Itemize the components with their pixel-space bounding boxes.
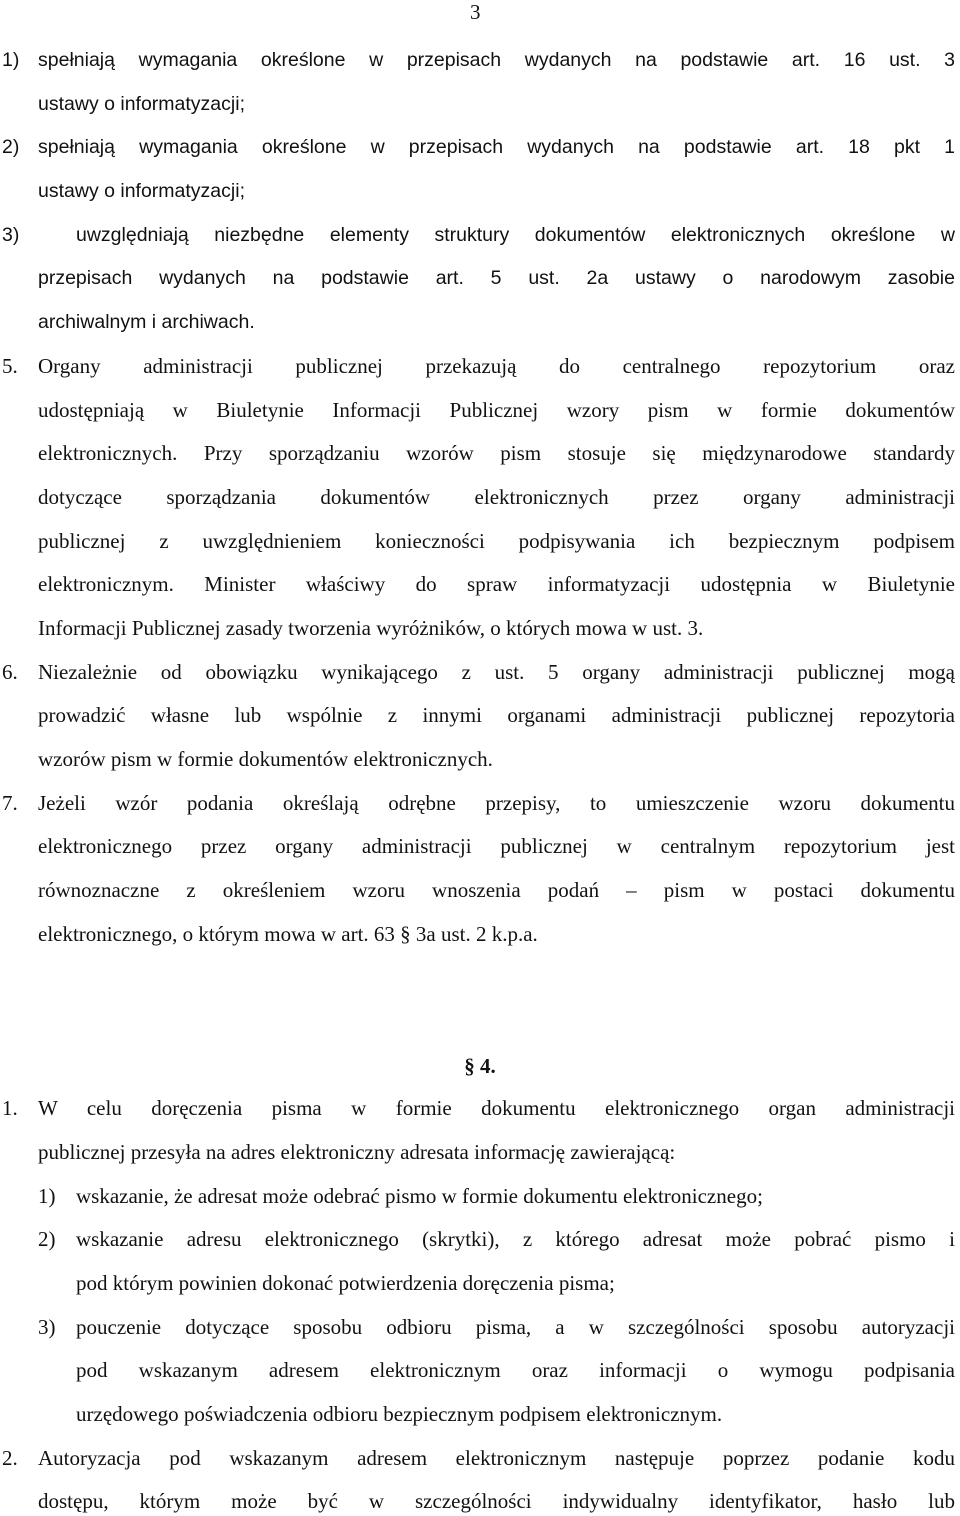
text-line: wzorów pism w formie dokumentów elektronicznych. [38, 747, 493, 771]
text-line: publicznej przesyła na adres elektroniczny adresata informację zawierającą: [38, 1140, 676, 1164]
list-number: 2) [2, 136, 20, 158]
text-line: elektronicznym. Minister właściwy do spraw informatyzacji udostępnia w Biuletynie [38, 572, 955, 596]
text-line: prowadzić własne lub wspólnie z innymi organami administracji publicznej repozytoria [38, 703, 955, 727]
list-number: 1) [38, 1184, 56, 1208]
text-line: Autoryzacja pod wskazanym adresem elektronicznym następuje poprzez podanie kodu [38, 1446, 955, 1470]
text-line: pouczenie dotyczące sposobu odbioru pisma, a w szczególności sposobu autoryzacji [76, 1315, 955, 1339]
text-line: urzędowego poświadczenia odbioru bezpiecznym podpisem elektronicznym. [76, 1402, 723, 1426]
paragraph-number: 5. [2, 354, 18, 378]
text-line: Jeżeli wzór podania określają odrębne przepisy, to umieszczenie wzoru dokumentu [38, 791, 955, 815]
section-heading: § 4. [464, 1054, 496, 1078]
paragraph-number: 6. [2, 660, 18, 684]
text-line: elektronicznego, o którym mowa w art. 63 § 3a ust. 2 k.p.a. [38, 922, 538, 946]
text-line: równoznaczne z określeniem wzoru wnoszenia podań – pism w postaci dokumentu [38, 878, 955, 902]
paragraph-number: 7. [2, 791, 18, 815]
page-number: 3 [470, 0, 481, 24]
text-line: archiwalnym i archiwach. [38, 311, 255, 333]
text-line: wskazanie adresu elektronicznego (skrytki), z którego adresat może pobrać pismo i [76, 1227, 955, 1251]
text-line: ustawy o informatyzacji; [38, 180, 245, 202]
text-line: W celu doręczenia pisma w formie dokumentu elektronicznego organ administracji [38, 1096, 955, 1120]
paragraph-number: 1. [2, 1096, 18, 1120]
list-number: 1) [2, 49, 20, 71]
text-line: Niezależnie od obowiązku wynikającego z ust. 5 organy administracji publicznej mogą [38, 660, 955, 684]
text-line: udostępniają w Biuletynie Informacji Publicznej wzory pism w formie dokumentów [38, 398, 955, 422]
list-number: 3) [38, 1315, 56, 1339]
list-number: 2) [38, 1227, 56, 1251]
text-line: wskazanie, że adresat może odebrać pismo w formie dokumentu elektronicznego; [76, 1184, 763, 1208]
text-line: spełniają wymagania określone w przepisach wydanych na podstawie art. 18 pkt 1 [38, 136, 955, 158]
text-line: dotyczące sporządzania dokumentów elektronicznych przez organy administracji [38, 485, 955, 509]
text-line: publicznej z uwzględnieniem konieczności podpisywania ich bezpiecznym podpisem [38, 529, 955, 553]
list-number: 3) [2, 224, 20, 246]
text-line: przepisach wydanych na podstawie art. 5 ust. 2a ustawy o narodowym zasobie [38, 267, 955, 289]
text-line: elektronicznego przez organy administracji publicznej w centralnym repozytorium jest [38, 834, 955, 858]
text-line: dostępu, którym może być w szczególności indywidualny identyfikator, hasło lub [38, 1489, 955, 1513]
text-line: uwzględniają niezbędne elementy struktury dokumentów elektronicznych określone w [76, 224, 955, 246]
text-line: ustawy o informatyzacji; [38, 93, 245, 115]
text-line: Informacji Publicznej zasady tworzenia wyróżników, o których mowa w ust. 3. [38, 616, 704, 640]
text-line: elektronicznych. Przy sporządzaniu wzorów pism stosuje się międzynarodowe standardy [38, 441, 955, 465]
text-line: pod wskazanym adresem elektronicznym oraz informacji o wymogu podpisania [76, 1358, 955, 1382]
text-line: Organy administracji publicznej przekazują do centralnego repozytorium oraz [38, 354, 955, 378]
text-line: spełniają wymagania określone w przepisach wydanych na podstawie art. 16 ust. 3 [38, 49, 955, 71]
text-line: pod którym powinien dokonać potwierdzenia doręczenia pisma; [76, 1271, 615, 1295]
paragraph-number: 2. [2, 1446, 18, 1470]
